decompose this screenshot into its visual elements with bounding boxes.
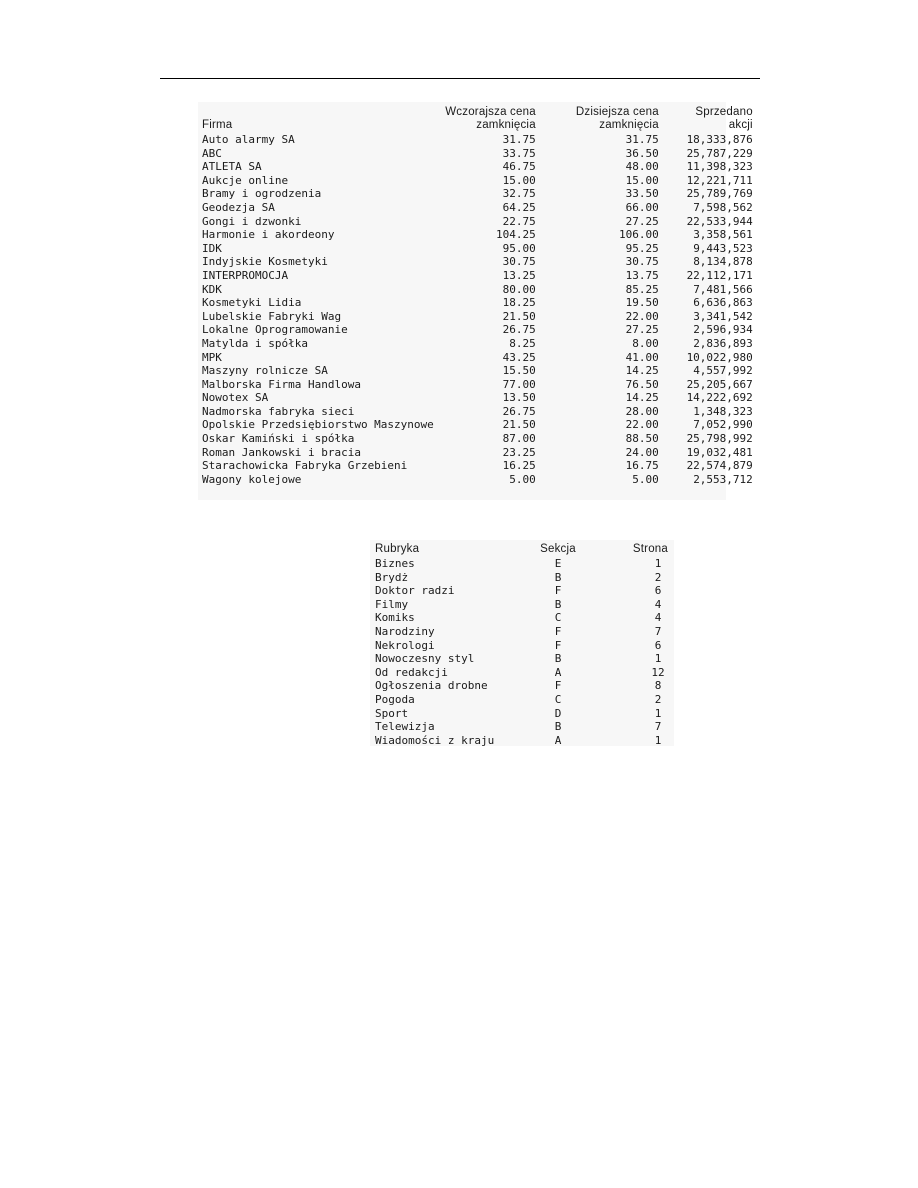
- section-table-body: [375, 557, 671, 747]
- prev-close-value: 15.00: [502, 173, 536, 187]
- today-close-value: 13.75: [625, 268, 659, 282]
- shares-sold-value: 2,596,934: [693, 323, 753, 337]
- section-table-header: [375, 543, 671, 557]
- prev-close-value: 15.50: [502, 364, 536, 378]
- section-name: Pogoda: [375, 692, 415, 706]
- section-letter: B: [554, 597, 562, 611]
- today-close-value: 88.50: [625, 432, 659, 446]
- company-name: ATLETA SA: [202, 160, 262, 174]
- company-name: Malborska Firma Handlowa: [202, 377, 361, 391]
- page-number: 2: [654, 692, 662, 706]
- company-name: Lubelskie Fabryki Wag: [202, 309, 342, 323]
- section-name: Nekrologi: [375, 638, 435, 652]
- table-row: [202, 160, 753, 174]
- company-name: Matylda i spółka: [202, 336, 308, 350]
- section-letter: F: [554, 624, 562, 638]
- table-row: [202, 147, 753, 161]
- table-row: [202, 446, 753, 460]
- page-number: 7: [654, 624, 662, 638]
- prev-close-value: 87.00: [502, 432, 536, 446]
- section-name: Nowoczesny styl: [375, 652, 475, 666]
- section-name: Od redakcji: [375, 665, 448, 679]
- company-name: Geodezja SA: [202, 200, 275, 214]
- table-row: [375, 557, 671, 571]
- today-close-value: 48.00: [625, 160, 659, 174]
- table-row: [375, 734, 671, 748]
- section-letter: C: [554, 611, 562, 625]
- section-name: Wiadomości z kraju: [375, 733, 495, 747]
- company-name: Auto alarmy SA: [202, 133, 295, 146]
- page-header-rule: [160, 78, 760, 79]
- company-name: Aukcje online: [202, 173, 289, 187]
- page-number: 4: [654, 597, 662, 611]
- today-close-value: 28.00: [625, 404, 659, 418]
- prev-close-value: 8.25: [509, 336, 536, 350]
- prev-close-value: 18.25: [502, 296, 536, 310]
- company-name: IDK: [202, 241, 222, 255]
- prev-close-value: 104.25: [496, 228, 536, 242]
- prev-close-value: 64.25: [502, 200, 536, 214]
- section-letter: C: [554, 692, 562, 706]
- table-row: [202, 187, 753, 201]
- table-row: [202, 391, 753, 405]
- today-close-value: 66.00: [625, 200, 659, 214]
- today-close-value: 15.00: [625, 173, 659, 187]
- prev-close-value: 31.75: [502, 133, 536, 146]
- table-row: [202, 255, 753, 269]
- table-row: [202, 473, 753, 487]
- section-letter: B: [554, 652, 562, 666]
- prev-close-value: 13.50: [502, 391, 536, 405]
- prev-close-value: 46.75: [502, 160, 536, 174]
- table-row: [375, 693, 671, 707]
- shares-sold-value: 3,341,542: [693, 309, 753, 323]
- page-number: 1: [654, 557, 662, 570]
- section-letter: D: [554, 706, 562, 720]
- table-row: [202, 310, 753, 324]
- table-row: [375, 666, 671, 680]
- prev-close-value: 33.75: [502, 146, 536, 160]
- shares-sold-value: 2,836,893: [693, 336, 753, 350]
- table-row: [202, 283, 753, 297]
- prev-close-value: 16.25: [502, 459, 536, 473]
- prev-close-value: 43.25: [502, 350, 536, 364]
- shares-sold-value: 2,553,712: [693, 472, 753, 486]
- shares-sold-value: 25,787,229: [686, 146, 753, 160]
- company-name: Bramy i ogrodzenia: [202, 187, 322, 201]
- company-name: KDK: [202, 282, 222, 296]
- section-name: Biznes: [375, 557, 415, 570]
- prev-close-value: 26.75: [502, 323, 536, 337]
- prev-close-value: 23.25: [502, 445, 536, 459]
- prev-close-value: 26.75: [502, 404, 536, 418]
- prev-close-value: 95.00: [502, 241, 536, 255]
- table-row: [202, 378, 753, 392]
- section-name: Filmy: [375, 597, 409, 611]
- page-number: 7: [654, 720, 662, 734]
- table-row: [375, 652, 671, 666]
- shares-sold-value: 1,348,323: [693, 404, 753, 418]
- page-number: 6: [654, 638, 662, 652]
- today-close-value: 14.25: [625, 391, 659, 405]
- company-name: Opolskie Przedsiębiorstwo Maszynowe: [202, 418, 434, 432]
- table-row: [375, 639, 671, 653]
- table-row: [202, 201, 753, 215]
- shares-sold-value: 9,443,523: [693, 241, 753, 255]
- today-close-value: 16.75: [625, 459, 659, 473]
- shares-sold-value: 22,574,879: [686, 459, 753, 473]
- shares-sold-value: 7,481,566: [693, 282, 753, 296]
- shares-sold-value: 25,205,667: [686, 377, 753, 391]
- section-name: Narodziny: [375, 624, 435, 638]
- today-close-value: 95.25: [625, 241, 659, 255]
- today-close-value: 41.00: [625, 350, 659, 364]
- prev-close-value: 80.00: [502, 282, 536, 296]
- section-letter: A: [554, 665, 562, 679]
- today-close-value: 31.75: [625, 133, 659, 146]
- company-name: MPK: [202, 350, 222, 364]
- today-close-value: 5.00: [632, 472, 659, 486]
- header-shares-sold: Sprzedano akcji: [695, 106, 753, 131]
- section-name: Sport: [375, 706, 409, 720]
- header-firma: Firma: [202, 119, 233, 131]
- today-close-value: 85.25: [625, 282, 659, 296]
- page-number: 2: [654, 570, 662, 584]
- today-close-value: 106.00: [619, 228, 659, 242]
- today-close-value: 30.75: [625, 255, 659, 269]
- table-row: [202, 228, 753, 242]
- table-row: [202, 269, 753, 283]
- company-name: INTERPROMOCJA: [202, 268, 289, 282]
- section-name: Telewizja: [375, 720, 435, 734]
- prev-close-value: 30.75: [502, 255, 536, 269]
- header-strona: Strona: [632, 543, 668, 555]
- today-close-value: 14.25: [625, 364, 659, 378]
- table-row: [202, 418, 753, 432]
- shares-sold-value: 10,022,980: [686, 350, 753, 364]
- company-name: Gongi i dzwonki: [202, 214, 302, 228]
- stock-quotes-table: [202, 106, 753, 486]
- page-number: 8: [654, 679, 662, 693]
- newspaper-sections-table: [375, 543, 671, 747]
- section-letter: F: [554, 679, 562, 693]
- table-row: [375, 707, 671, 721]
- page-number: 12: [651, 665, 665, 679]
- header-today-close: Dzisiejsza cena zamknięcia: [575, 106, 659, 131]
- company-name: Lokalne Oprogramowanie: [202, 323, 348, 337]
- stock-table-header: [202, 106, 753, 133]
- table-row: [202, 133, 753, 147]
- today-close-value: 19.50: [625, 296, 659, 310]
- shares-sold-value: 12,221,711: [686, 173, 753, 187]
- table-row: [202, 459, 753, 473]
- table-row: [375, 720, 671, 734]
- company-name: Harmonie i akordeony: [202, 228, 335, 242]
- today-close-value: 33.50: [625, 187, 659, 201]
- shares-sold-value: 3,358,561: [693, 228, 753, 242]
- table-row: [375, 598, 671, 612]
- table-row: [202, 242, 753, 256]
- page-number: 1: [654, 706, 662, 720]
- shares-sold-value: 25,789,769: [686, 187, 753, 201]
- today-close-value: 22.00: [625, 418, 659, 432]
- company-name: Starachowicka Fabryka Grzebieni: [202, 459, 408, 473]
- company-name: Oskar Kamiński i spółka: [202, 432, 355, 446]
- shares-sold-value: 22,533,944: [686, 214, 753, 228]
- section-letter: E: [554, 557, 562, 570]
- section-name: Komiks: [375, 611, 415, 625]
- prev-close-value: 22.75: [502, 214, 536, 228]
- table-row: [202, 337, 753, 351]
- table-row: [202, 364, 753, 378]
- shares-sold-value: 6,636,863: [693, 296, 753, 310]
- prev-close-value: 77.00: [502, 377, 536, 391]
- table-row: [202, 174, 753, 188]
- shares-sold-value: 8,134,878: [693, 255, 753, 269]
- header-rubryka: Rubryka: [375, 543, 420, 555]
- table-row: [375, 625, 671, 639]
- section-letter: B: [554, 570, 562, 584]
- shares-sold-value: 11,398,323: [686, 160, 753, 174]
- shares-sold-value: 4,557,992: [693, 364, 753, 378]
- header-sekcja: Sekcja: [540, 543, 576, 555]
- table-row: [202, 432, 753, 446]
- section-letter: F: [554, 638, 562, 652]
- table-row: [375, 611, 671, 625]
- prev-close-value: 32.75: [502, 187, 536, 201]
- shares-sold-value: 7,052,990: [693, 418, 753, 432]
- shares-sold-value: 22,112,171: [686, 268, 753, 282]
- shares-sold-value: 7,598,562: [693, 200, 753, 214]
- prev-close-value: 5.00: [509, 472, 536, 486]
- today-close-value: 8.00: [632, 336, 659, 350]
- page-number: 4: [654, 611, 662, 625]
- company-name: Indyjskie Kosmetyki: [202, 255, 328, 269]
- page-number: 1: [654, 652, 662, 666]
- today-close-value: 22.00: [625, 309, 659, 323]
- shares-sold-value: 18,333,876: [686, 133, 753, 146]
- shares-sold-value: 14,222,692: [686, 391, 753, 405]
- section-name: Ogłoszenia drobne: [375, 679, 488, 693]
- company-name: Nadmorska fabryka sieci: [202, 404, 355, 418]
- shares-sold-value: 19,032,481: [686, 445, 753, 459]
- table-row: [202, 215, 753, 229]
- company-name: Wagony kolejowe: [202, 472, 302, 486]
- company-name: Roman Jankowski i bracia: [202, 445, 361, 459]
- prev-close-value: 13.25: [502, 268, 536, 282]
- section-letter: B: [554, 720, 562, 734]
- shares-sold-value: 25,798,992: [686, 432, 753, 446]
- page-number: 6: [654, 584, 662, 598]
- section-letter: F: [554, 584, 562, 598]
- company-name: Nowotex SA: [202, 391, 269, 405]
- table-row: [375, 584, 671, 598]
- page-number: 1: [654, 733, 662, 747]
- section-letter: A: [554, 733, 562, 747]
- prev-close-value: 21.50: [502, 309, 536, 323]
- section-name: Doktor radzi: [375, 584, 455, 598]
- table-row: [202, 296, 753, 310]
- company-name: ABC: [202, 146, 222, 160]
- stock-table-body: [202, 133, 753, 486]
- table-row: [202, 405, 753, 419]
- today-close-value: 27.25: [625, 214, 659, 228]
- company-name: Maszyny rolnicze SA: [202, 364, 328, 378]
- today-close-value: 24.00: [625, 445, 659, 459]
- table-row: [202, 323, 753, 337]
- table-row: [375, 571, 671, 585]
- prev-close-value: 21.50: [502, 418, 536, 432]
- today-close-value: 36.50: [625, 146, 659, 160]
- today-close-value: 27.25: [625, 323, 659, 337]
- company-name: Kosmetyki Lidia: [202, 296, 302, 310]
- table-row: [202, 351, 753, 365]
- header-prev-close: Wczorajsza cena zamknięcia: [445, 106, 536, 131]
- table-row: [375, 679, 671, 693]
- section-name: Brydż: [375, 570, 409, 584]
- today-close-value: 76.50: [625, 377, 659, 391]
